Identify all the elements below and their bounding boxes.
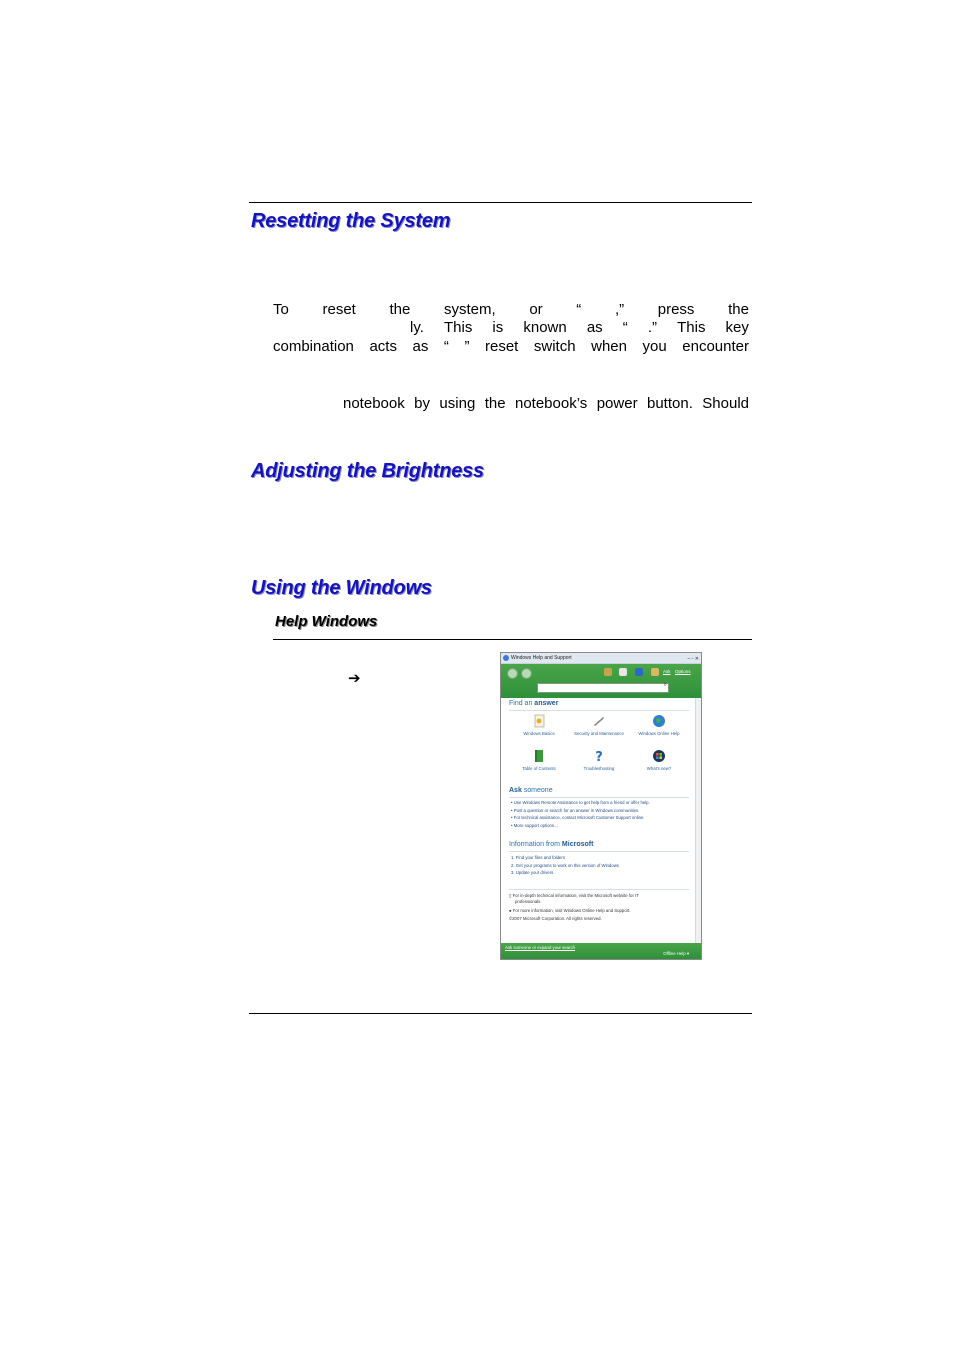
word: known (523, 319, 567, 336)
word: combination (273, 338, 354, 355)
word: when (591, 338, 627, 355)
reset-line-4 (343, 395, 749, 413)
svg-text:?: ? (595, 750, 603, 763)
reset-heading: Resetting the System (251, 210, 451, 232)
word: To (273, 301, 289, 318)
windows-basics-link[interactable]: Windows Basics (511, 714, 567, 736)
word: the (728, 301, 749, 318)
word: Should (702, 395, 749, 412)
subheading-rule (273, 639, 752, 640)
window-content (501, 698, 697, 944)
word: switch (533, 338, 576, 355)
ask-item[interactable]: • For technical assistance, contact Microsoft Customer Support online. (511, 815, 645, 820)
find-answer-heading: Find an answer (509, 700, 559, 707)
reset-line-2 (410, 319, 749, 337)
troubleshooting-link[interactable]: ? Troubleshooting (583, 750, 615, 771)
word: as (412, 338, 429, 355)
word: the (389, 301, 411, 318)
word: as (586, 319, 603, 336)
home-icon[interactable] (604, 668, 612, 676)
wrench-icon (592, 714, 606, 728)
word: key (725, 319, 749, 336)
toolbar (501, 664, 701, 698)
forward-button[interactable] (521, 668, 532, 679)
word: acts (369, 338, 397, 355)
ask-item[interactable]: • Post a question or search for an answer in Windows communities. (511, 807, 640, 813)
windows-orb-icon (652, 749, 666, 763)
word: “ (576, 301, 582, 318)
word: is (492, 319, 504, 336)
help-app-icon (503, 655, 509, 661)
help-windows-subheading: Help Windows (275, 613, 378, 630)
window-title: Windows Help and Support (511, 655, 572, 661)
window-scrollbar[interactable] (695, 698, 701, 944)
back-button[interactable] (507, 668, 518, 679)
ask-link[interactable]: Ask (663, 669, 671, 674)
whats-new-link[interactable]: What's new? (631, 749, 687, 771)
word: by (414, 395, 430, 412)
word: .” (647, 319, 658, 336)
security-maintenance-link[interactable]: Security and Maintenance (571, 714, 627, 736)
print-icon[interactable] (619, 668, 627, 676)
brightness-heading: Adjusting the Brightness (251, 460, 484, 482)
word: or (529, 301, 543, 318)
word: notebook’s (514, 395, 588, 412)
copyright-text: ©2007 Microsoft Corporation. All rights reserved. (509, 916, 602, 921)
ask-item[interactable]: • More support options... (511, 822, 558, 828)
globe-icon (652, 714, 666, 728)
ask-expand-link[interactable]: Ask someone or expand your search (505, 945, 575, 950)
table-of-contents-link[interactable]: Table of Contents (511, 749, 567, 771)
help-support-window (500, 652, 702, 960)
word: This (677, 319, 706, 336)
top-rule (249, 202, 752, 203)
more-info-text: ● For more information, visit Windows Online Help and Support. (509, 908, 631, 913)
browse-help-icon[interactable] (635, 668, 643, 676)
word: button. (646, 395, 693, 412)
word: This (443, 319, 473, 336)
word: you (642, 338, 667, 355)
info-rule (509, 851, 689, 852)
word: ly. (410, 319, 424, 336)
find-answer-rule (509, 710, 689, 711)
word: notebook (343, 395, 405, 412)
word: system, (443, 301, 496, 318)
document-star-icon (532, 714, 546, 728)
word: encounter (682, 338, 749, 355)
window-controls[interactable]: – ▫ ✕ (687, 656, 699, 662)
info-microsoft-heading: Information from Microsoft (509, 841, 594, 848)
word: “ (622, 319, 628, 336)
magnifier-icon[interactable]: ⌕ (663, 682, 667, 688)
offline-help-button[interactable]: Offline Help ▾ (663, 951, 689, 956)
windows-online-help-link[interactable]: Windows Online Help (631, 714, 687, 736)
word: “ (443, 338, 449, 355)
word: using (439, 395, 476, 412)
word: ” (464, 338, 470, 355)
word: ,” (614, 301, 625, 318)
word: the (484, 395, 506, 412)
info-item[interactable]: 3. Update your drivers (511, 870, 554, 875)
word: press (657, 301, 695, 318)
options-link[interactable]: Options (675, 669, 691, 674)
book-icon (532, 749, 546, 763)
word: power (596, 395, 638, 412)
ask-someone-heading: Ask someone (509, 787, 553, 794)
word: reset (484, 338, 519, 355)
it-pros-text: ▯ For in-depth technical information, visit the Microsoft website for IT (509, 893, 639, 898)
bottom-info-rule (509, 889, 689, 890)
window-footer (501, 943, 701, 959)
question-icon (592, 749, 606, 763)
windows-heading: Using the Windows (251, 577, 432, 599)
window-title-bar (501, 653, 701, 664)
reset-line-1 (273, 301, 749, 319)
info-item[interactable]: 1. Find your files and folders (511, 855, 565, 860)
reset-line-3 (273, 338, 749, 356)
bottom-rule (249, 1013, 752, 1014)
word: reset (322, 301, 356, 318)
help-search-input[interactable] (537, 683, 669, 693)
right-arrow-icon: ➔ (348, 670, 361, 687)
it-pros-text-2: professionals. (515, 899, 542, 904)
ask-someone-rule (509, 797, 689, 798)
ask-item[interactable]: • Use Windows Remote Assistance to get help from a friend or offer help. (511, 800, 650, 805)
info-item[interactable]: 2. Get your programs to work on this version of Windows (511, 862, 619, 868)
ask-icon[interactable] (651, 668, 659, 676)
